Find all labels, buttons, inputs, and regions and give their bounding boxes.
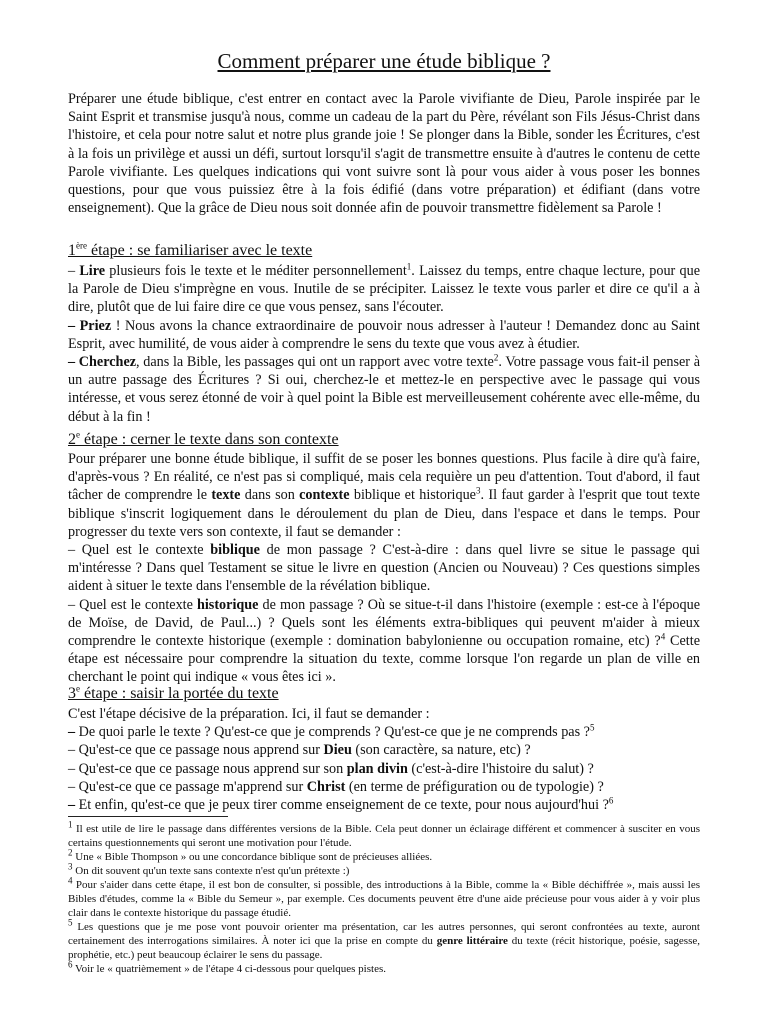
step2-text-a: Pour préparer une bonne étude biblique, il suffit de se poser les bonnes questions. Plus facile à dire qu'à faire, d'après-vous ? En réalité, ce n'est pas si compliqué, mais cela requière un peu d'attention. Tout d'abord, il faut tâcher de comprendre le <box>68 451 700 504</box>
footnote-text: Il est utile de lire le passage dans différentes versions de la Bible. Cela peut donner un éclairage différent et commencer à susciter en vous certains questionnements qui seront une motivation pour l'étude. <box>68 823 700 849</box>
biblique-bold: biblique <box>210 542 260 559</box>
step2-ordinal: e <box>76 429 80 440</box>
footnote-number: 6 <box>68 959 73 970</box>
lire-bold: Lire <box>79 263 106 279</box>
step1-heading <box>68 241 700 261</box>
step3-question-1 <box>68 723 700 741</box>
step2-text-c: biblique et historique <box>349 487 476 504</box>
q2-text-a: – Quel est le contexte <box>68 596 197 613</box>
footnote-ref-3[interactable]: 3 <box>475 485 481 496</box>
dash: – <box>68 263 80 279</box>
footnote-ref-4[interactable]: 4 <box>660 631 666 642</box>
christ-bold: Christ <box>306 778 346 795</box>
dash: – <box>68 724 79 741</box>
step3-question-2 <box>68 741 700 759</box>
footnote-number: 3 <box>68 861 73 872</box>
step2-intro-paragraph <box>68 450 700 541</box>
footnote-text: On dit souvent qu'un texte sans contexte n'est qu'un prétexte :) <box>72 865 350 877</box>
texte-bold: texte <box>211 487 241 504</box>
step3-ordinal: e <box>76 683 80 694</box>
footnote-number: 1 <box>68 819 73 830</box>
priez-bold: – Priez <box>68 317 112 334</box>
step2-body <box>68 450 700 687</box>
q-plan-rest: (c'est-à-dire l'histoire du salut) ? <box>407 760 594 777</box>
step1-body <box>68 262 700 426</box>
step3-heading-text: étape : saisir la portée du texte <box>80 685 279 702</box>
footnote-ref-1[interactable]: 1 <box>406 261 412 272</box>
footnote-text: du texte (récit historique, poésie, sagesse, prophétie, etc.) peut beaucoup éclairer le sens du passage. <box>68 935 700 961</box>
step3-heading <box>68 684 700 704</box>
cherchez-rest: . Votre passage vous fait-il penser à un autre passage des Écritures ? Si oui, cherchez-le et mettez-le en perspective avec le passage qui vous intéresse, et vous serez étonné de voir à quel point la Bible est merveilleusement cohérente avec elle-même, du début à la fin ! <box>68 354 700 425</box>
step1-cherchez-paragraph <box>68 353 700 426</box>
step2-heading-text: étape : cerner le texte dans son contexte <box>80 431 339 448</box>
step1-number: 1 <box>68 242 76 259</box>
footnote-number: 2 <box>68 847 73 858</box>
footnote-4 <box>68 875 700 920</box>
footnote-text: Pour s'aider dans cette étape, il est bon de consulter, si possible, des introductions à la Bible, comme la « Bible déchiffrée », mais aussi les Bibles d'études, comme la « Bible du Semeur », par exemple. Ces documents peuvent être d'une aide précieuse pour vous aider à y voir plus clair dans le contexte historique du passage étudié. <box>68 879 700 919</box>
step3-number: 3 <box>68 685 76 702</box>
genre-litteraire-bold: genre littéraire <box>436 935 508 947</box>
q-christ-rest: (en terme de préfiguration ou de typologie) ? <box>345 778 604 795</box>
footnote-3 <box>68 861 700 878</box>
step2-text-d: . Il faut garder à l'esprit que tout texte biblique s'inscrit logiquement dans le déroulement du plan de Dieu, dans l'espace et dans le temps. Pour progresser du texte vers son contexte, il faut se demander : <box>68 487 700 540</box>
q-plan-text: – Qu'est-ce que ce passage nous apprend sur son <box>68 760 347 777</box>
footnote-number: 5 <box>68 917 73 928</box>
step3-question-5 <box>68 796 700 814</box>
footnote-ref-2[interactable]: 2 <box>493 352 499 363</box>
step3-question-3 <box>68 760 700 778</box>
footnote-number: 4 <box>68 875 73 886</box>
footnote-separator <box>68 816 228 817</box>
step3-question-4 <box>68 778 700 796</box>
plan-divin-bold: plan divin <box>346 760 408 777</box>
q1-text-b: de mon passage ? C'est-à-dire : dans quel livre se situe le passage qui m'intéresse ? Dans quel Testament se situe le livre en question (Ancien ou Nouveau) ? Ces questions simples aident à situer le texte dans l'ensemble de la révélation biblique. <box>68 542 700 595</box>
step2-number: 2 <box>68 431 76 448</box>
step1-ordinal: ère <box>76 240 87 251</box>
dieu-bold: Dieu <box>323 742 352 759</box>
footnotes <box>68 819 700 976</box>
footnote-2 <box>68 847 700 864</box>
q2-text-b: de mon passage ? Où se situe-t-il dans l'histoire (exemple : est-ce à l'époque de Moïse, de David, de Paul...) ? Quels sont les éléments extra-bibliques qui peuvent m'aider à mieux comprendre le contexte historique (exemple : domination babylonienne ou occupation romaine, etc) ? <box>68 596 700 650</box>
step1-priez-paragraph <box>68 317 700 353</box>
footnote-text: Les questions que je me pose vont pouvoir orienter ma présentation, car les autres personnes, qui seront confrontées au texte, auront certainement des interrogations similaires. À noter ici que la prise en compte du <box>68 921 700 947</box>
contexte-bold: contexte <box>299 487 350 504</box>
q2-text-c: Cette étape est nécessaire pour comprendre la situation du texte, comme lorsque l'on regarde un plan de ville en cherchant le point qui indique « vous êtes ici ». <box>68 633 700 686</box>
footnote-1 <box>68 819 700 850</box>
q-dieu-text: – Qu'est-ce que ce passage nous apprend sur <box>68 742 324 759</box>
footnote-text: Une « Bible Thompson » ou une concordance biblique sont de précieuses alliées. <box>72 851 433 863</box>
step1-heading-text: étape : se familiariser avec le texte <box>87 242 313 259</box>
step2-biblique-paragraph <box>68 541 700 596</box>
dash: – <box>68 797 79 814</box>
historique-bold: historique <box>196 596 259 613</box>
intro-text: Préparer une étude biblique, c'est entrer en contact avec la Parole vivifiante de Dieu, Parole inspirée par le Saint Esprit et transmise jusqu'à nous, comme un cadeau de la part du Père, révélant son Fils Jésus-Christ dans l'histoire, et cela pour notre salut et notre plus grande joie ! Se plonger dans la Bible, sonder les Écritures, c'est à la fois un privilège et aussi un défi, surtout lorsqu'il s'agit de transmettre ensuite à d'autres le contenu de cette Parole vivifiante. Les quelques indications qui vont suivre sont là pour vous aider à vous poser les bonnes questions, pour que vous puissiez être à la fois édifié (dans votre préparation) et édifiant (dans votre enseignement). Que la grâce de Dieu nous soit donnée afin de pouvoir transmettre fidèlement sa Parole ! <box>68 91 700 217</box>
q1-text-a: – Quel est le contexte <box>68 542 211 559</box>
q-enseignement: Et enfin, qu'est-ce que je peux tirer comme enseignement de ce texte, pour nous aujourd'hui ? <box>78 797 609 814</box>
cherchez-text: , dans la Bible, les passages qui ont un rapport avec votre texte <box>136 354 494 371</box>
lire-rest: . Laissez du temps, entre chaque lecture, pour que la Parole de Dieu s'imprègne en vous. Inutile de se précipiter. Laissez le texte vous parler et dire ce qu'il a à dire, plutôt que de lui faire dire ce que vous pensez, sans l'écouter. <box>68 263 700 316</box>
q-understand: De quoi parle le texte ? Qu'est-ce que je comprends ? Qu'est-ce que je ne comprends pas ? <box>78 724 590 741</box>
step1-lire-paragraph <box>68 262 700 317</box>
step3-intro: C'est l'étape décisive de la préparation. Ici, il faut se demander : <box>68 706 430 722</box>
step2-historique-paragraph <box>68 596 700 687</box>
page-title: Comment préparer une étude biblique ? <box>217 49 551 73</box>
footnote-text: Voir le « quatrièmement » de l'étape 4 ci-dessous pour quelques pistes. <box>72 963 386 975</box>
q-christ-text: – Qu'est-ce que ce passage m'apprend sur <box>68 778 307 795</box>
cherchez-bold: – Cherchez <box>68 354 137 371</box>
step2-text-b: dans son <box>240 487 300 504</box>
lire-text: plusieurs fois le texte et le méditer personnellement <box>105 263 407 279</box>
intro-paragraph <box>68 90 700 217</box>
footnote-5 <box>68 917 700 962</box>
footnote-ref-5[interactable]: 5 <box>589 722 595 733</box>
footnote-6 <box>68 959 700 976</box>
footnote-ref-6[interactable]: 6 <box>608 795 614 806</box>
q-dieu-rest: (son caractère, sa nature, etc) ? <box>351 742 531 759</box>
priez-text: ! Nous avons la chance extraordinaire de pouvoir nous adresser à l'auteur ! Demandez donc au Saint Esprit, avec humilité, de vous aider à comprendre le sens du texte que vous avez à étudier. <box>68 317 701 352</box>
step3-body <box>68 705 700 814</box>
step2-heading <box>68 430 700 450</box>
